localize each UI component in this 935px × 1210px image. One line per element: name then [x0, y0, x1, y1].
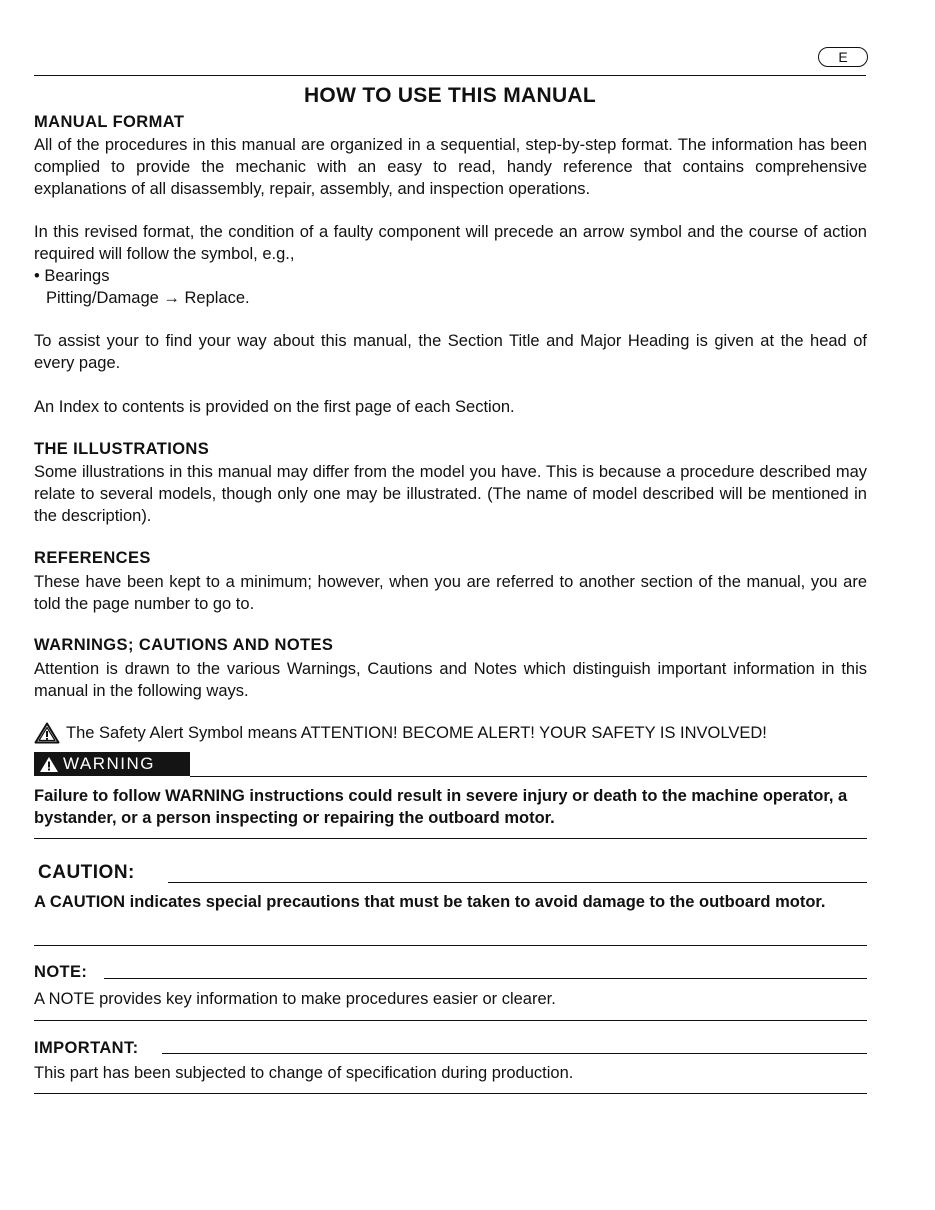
section-heading-illustrations: THE ILLUSTRATIONS [34, 440, 210, 458]
manual-format-paragraph-1: All of the procedures in this manual are organized in a sequential, step-by-step format. The information has been complied to provide the mechanic with an easy to read, handy reference that contains comprehensive explanations of all disassembly, repair, assembly, and inspection operations. [34, 136, 867, 198]
warnings-paragraph: Attention is drawn to the various Warnings, Cautions and Notes which distinguish important information in this manual in the following ways. [34, 660, 867, 700]
page-title: HOW TO USE THIS MANUAL [303, 84, 597, 107]
manual-format-paragraph-3: To assist your to find your way about this manual, the Section Title and Major Heading is given at the head of every page. [34, 332, 867, 372]
header-rule [34, 75, 866, 76]
warning-text: Failure to follow WARNING instructions could result in severe injury or death to the machine operator, a bystander, or a person inspecting or repairing the outboard motor. [34, 787, 848, 827]
note-label: NOTE: [34, 963, 88, 981]
section-heading-manual-format: MANUAL FORMAT [34, 113, 185, 131]
important-text: This part has been subjected to change of specification during production. [34, 1064, 574, 1082]
manual-format-paragraph-4: An Index to contents is provided on the first page of each Section. [34, 398, 515, 416]
warning-bottom-rule [34, 838, 867, 839]
note-bottom-rule [34, 1020, 867, 1021]
warning-label: WARNING [63, 754, 156, 773]
safety-alert-text: The Safety Alert Symbol means ATTENTION! BECOME ALERT! YOUR SAFETY IS INVOLVED! [66, 723, 767, 742]
important-label: IMPORTANT: [34, 1039, 139, 1057]
note-rule [104, 978, 867, 979]
caution-label: CAUTION: [38, 862, 135, 883]
safety-alert-icon [34, 722, 60, 744]
safety-alert-line [34, 722, 767, 744]
caution-bottom-rule [34, 945, 867, 946]
section-heading-warnings: WARNINGS; CAUTIONS AND NOTES [34, 636, 334, 654]
warning-badge [34, 752, 190, 776]
caution-text: A CAUTION indicates special precautions that must be taken to avoid damage to the outboard motor. [34, 893, 826, 911]
language-badge: E [818, 47, 868, 67]
example-action: Pitting/Damage → Replace. [46, 289, 250, 307]
important-rule [162, 1053, 867, 1054]
caution-rule [168, 882, 867, 883]
manual-format-paragraph-2: In this revised format, the condition of a faulty component will precede an arrow symbol and the course of action required will follow the symbol, e.g., [34, 223, 867, 263]
references-paragraph: These have been kept to a minimum; however, when you are referred to another section of the manual, you are told the page number to go to. [34, 573, 867, 613]
illustrations-paragraph: Some illustrations in this manual may differ from the model you have. This is because a procedure described may relate to several models, though only one may be illustrated. (The name of model described will be mentioned in the description). [34, 463, 867, 525]
warning-rule [190, 776, 867, 777]
example-bullet: • Bearings [34, 267, 110, 285]
note-text: A NOTE provides key information to make procedures easier or clearer. [34, 990, 556, 1008]
section-heading-references: REFERENCES [34, 549, 151, 567]
warning-triangle-icon [39, 756, 59, 773]
important-bottom-rule [34, 1093, 867, 1094]
